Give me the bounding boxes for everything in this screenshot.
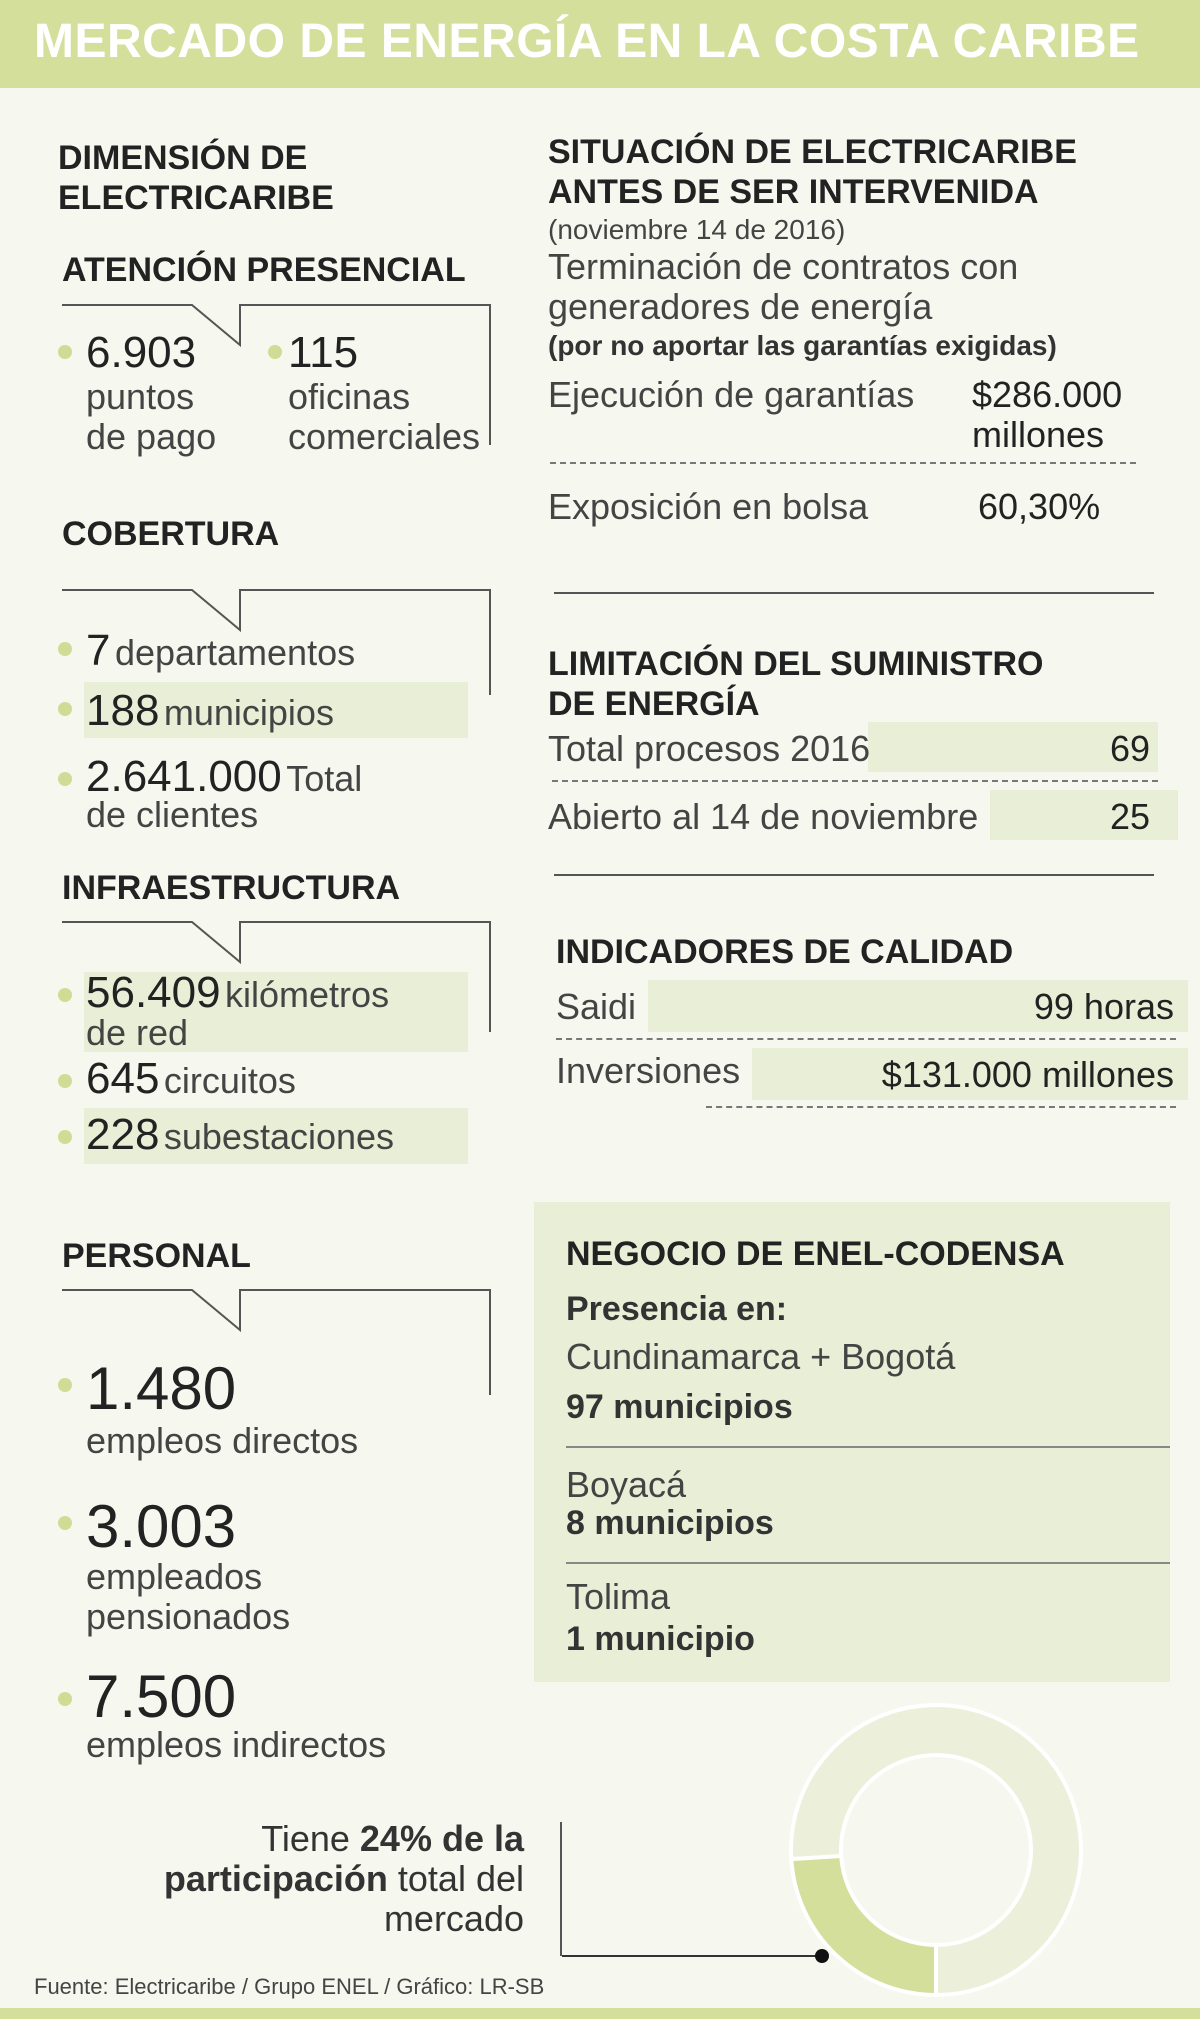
section-divider (554, 592, 1154, 594)
enel-region: Boyacá (566, 1464, 687, 1505)
empleos-indirectos-label: empleos indirectos (86, 1724, 387, 1765)
infraestructura-title: INFRAESTRUCTURA (62, 869, 401, 907)
enel-count: 8 municipios (566, 1504, 774, 1542)
bullet-dot (58, 345, 72, 359)
subestaciones-row (86, 1110, 394, 1160)
municipios-label: municipios (163, 692, 334, 733)
calidad-row-value: $131.000 millones (881, 1054, 1174, 1095)
situacion-desc-1: Terminación de contratos con (548, 246, 1019, 287)
kilometros-label-1: kilómetros (225, 974, 390, 1015)
kilometros-row (86, 968, 389, 1018)
bullet-dot (58, 772, 72, 786)
bullet-dot (58, 702, 72, 716)
participacion-line-1 (160, 1818, 524, 1860)
circuitos-label: circuitos (163, 1060, 296, 1101)
enel-separator (566, 1562, 1170, 1564)
atencion-title: ATENCIÓN PRESENCIAL (62, 251, 466, 289)
oficinas-value: 115 (288, 328, 359, 377)
bullet-dot (58, 988, 72, 1002)
page-title: MERCADO DE ENERGÍA EN LA COSTA CARIBE (34, 15, 1140, 68)
situacion-desc-2: generadores de energía (548, 286, 933, 327)
bullet-dot (58, 1378, 72, 1392)
garantias-value-2: millones (972, 414, 1105, 455)
situacion-title-1: SITUACIÓN DE ELECTRICARIBE (548, 133, 1077, 171)
calidad-row-label: Inversiones (556, 1050, 741, 1091)
kilometros-value: 56.409 (86, 968, 221, 1017)
enel-region: Tolima (566, 1576, 671, 1617)
puntos-pago-label-2: de pago (86, 416, 217, 457)
bolsa-value: 60,30% (978, 486, 1101, 527)
dimension-heading-line-2: ELECTRICARIBE (58, 179, 334, 217)
situacion-title-2: ANTES DE SER INTERVENIDA (548, 173, 1039, 211)
garantias-label: Ejecución de garantías (548, 374, 915, 415)
calidad-title: INDICADORES DE CALIDAD (556, 933, 1014, 971)
footer-bar (0, 2008, 1200, 2019)
participacion-line-3: mercado (383, 1898, 524, 1939)
limitacion-row-label: Abierto al 14 de noviembre (548, 796, 979, 837)
section-divider (554, 874, 1154, 876)
calidad-divider (706, 1106, 1176, 1108)
situacion-divider (550, 462, 1136, 464)
participacion-donut (756, 1700, 1116, 2000)
dimension-heading-line-1: DIMENSIÓN DE (58, 139, 308, 177)
departamentos-row (86, 626, 355, 676)
enel-presencia: Presencia en: (566, 1290, 788, 1328)
puntos-pago-label-1: puntos (86, 376, 195, 417)
participacion-line-1-bold: 24% de la (359, 1818, 524, 1859)
calidad-row-label: Saidi (556, 986, 637, 1027)
participacion-line-2 (100, 1858, 524, 1900)
enel-count: 97 municipios (566, 1388, 793, 1426)
empleos-directos-value: 1.480 (86, 1355, 237, 1422)
clientes-label-1: Total (286, 758, 363, 799)
personal-title: PERSONAL (62, 1237, 251, 1275)
bullet-dot (58, 1516, 72, 1530)
limitacion-row-label: Total procesos 2016 (548, 728, 871, 769)
situacion-date: (noviembre 14 de 2016) (548, 214, 846, 245)
source-credit: Fuente: Electricaribe / Grupo ENEL / Gráfico: LR-SB (34, 1974, 545, 1999)
bullet-dot (58, 642, 72, 656)
bullet-dot (268, 345, 282, 359)
municipios-value: 188 (86, 686, 160, 735)
clientes-value: 2.641.000 (86, 752, 282, 801)
pensionados-value: 3.003 (86, 1493, 237, 1560)
circuitos-row (86, 1054, 296, 1104)
enel-title: NEGOCIO DE ENEL-CODENSA (566, 1235, 1065, 1273)
enel-count: 1 municipio (566, 1620, 755, 1658)
pensionados-label-1: empleados (86, 1556, 263, 1597)
puntos-pago-value: 6.903 (86, 328, 197, 377)
limitacion-row-value: 69 (1109, 728, 1150, 769)
clientes-label-2: de clientes (86, 794, 259, 835)
participacion-line-2-post: total del (387, 1858, 524, 1899)
limitacion-row-value: 25 (1109, 796, 1150, 837)
oficinas-label-1: oficinas (288, 376, 411, 417)
circuitos-value: 645 (86, 1054, 160, 1103)
limitacion-title-2: DE ENERGÍA (548, 685, 760, 723)
limitacion-divider (552, 780, 1158, 782)
participacion-leader-line (560, 1822, 562, 1956)
bullet-dot (58, 1692, 72, 1706)
participacion-line-2-bold: participación (163, 1858, 388, 1899)
garantias-value-1: $286.000 (972, 374, 1123, 415)
cobertura-title: COBERTURA (62, 515, 280, 553)
participacion-line-1-pre: Tiene (261, 1818, 360, 1859)
oficinas-label-2: comerciales (288, 416, 481, 457)
empleos-indirectos-value: 7.500 (86, 1663, 237, 1730)
donut-share-segment (791, 1856, 936, 1995)
bullet-dot (58, 1074, 72, 1088)
pensionados-label-2: pensionados (86, 1596, 291, 1637)
enel-separator (566, 1446, 1170, 1448)
limitacion-title-1: LIMITACIÓN DEL SUMINISTRO (548, 645, 1044, 683)
situacion-note: (por no aportar las garantías exigidas) (548, 330, 1057, 361)
municipios-row (86, 686, 334, 736)
subestaciones-value: 228 (86, 1110, 160, 1159)
enel-region: Cundinamarca + Bogotá (566, 1336, 956, 1377)
departamentos-label: departamentos (114, 632, 356, 673)
kilometros-label-2: de red (86, 1012, 189, 1053)
calidad-row-value: 99 horas (1033, 986, 1174, 1027)
calidad-divider (556, 1038, 1176, 1040)
empleos-directos-label: empleos directos (86, 1420, 359, 1461)
departamentos-value: 7 (86, 626, 111, 675)
bolsa-label: Exposición en bolsa (548, 486, 869, 527)
bullet-dot (58, 1130, 72, 1144)
subestaciones-label: subestaciones (163, 1116, 395, 1157)
